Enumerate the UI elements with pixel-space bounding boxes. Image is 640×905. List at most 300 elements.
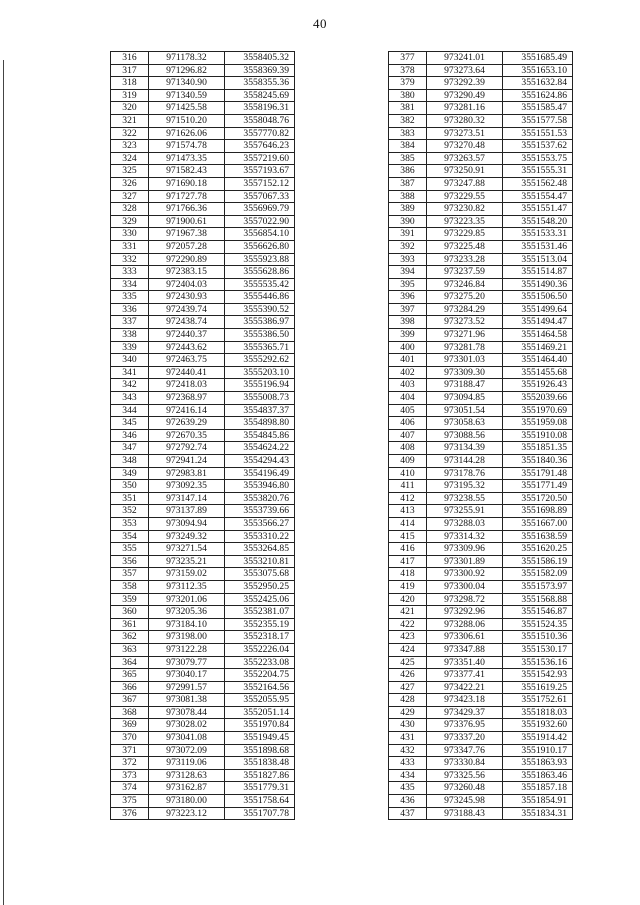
point-number-cell: 342 (111, 379, 149, 392)
table-row (111, 190, 295, 203)
table-row (111, 656, 295, 669)
table-row (111, 429, 295, 442)
point-number-cell: 390 (389, 215, 427, 228)
x-coordinate-cell: 973309.30 (427, 366, 503, 379)
y-coordinate-cell: 3551548.20 (503, 215, 573, 228)
table-row (389, 631, 573, 644)
y-coordinate-cell: 3552355.19 (225, 618, 295, 631)
y-coordinate-cell: 3554837.37 (225, 404, 295, 417)
table-row (111, 442, 295, 455)
y-coordinate-cell: 3551910.08 (503, 429, 573, 442)
point-number-cell: 328 (111, 203, 149, 216)
y-coordinate-cell: 3557193.67 (225, 165, 295, 178)
table-row (389, 77, 573, 90)
x-coordinate-cell: 971510.20 (149, 114, 225, 127)
table-row (389, 52, 573, 65)
table-row (389, 429, 573, 442)
y-coordinate-cell: 3556854.10 (225, 228, 295, 241)
y-coordinate-cell: 3551555.31 (503, 165, 573, 178)
table-row (111, 127, 295, 140)
point-number-cell: 364 (111, 656, 149, 669)
y-coordinate-cell: 3558048.76 (225, 114, 295, 127)
x-coordinate-cell: 971690.18 (149, 177, 225, 190)
table-row (111, 744, 295, 757)
y-coordinate-cell: 3554624.22 (225, 442, 295, 455)
x-coordinate-cell: 972438.74 (149, 316, 225, 329)
point-number-cell: 429 (389, 706, 427, 719)
point-number-cell: 372 (111, 757, 149, 770)
point-number-cell: 381 (389, 102, 427, 115)
table-row (111, 392, 295, 405)
x-coordinate-cell: 972440.41 (149, 366, 225, 379)
x-coordinate-cell: 973314.32 (427, 530, 503, 543)
x-coordinate-cell: 973301.89 (427, 555, 503, 568)
table-row (389, 442, 573, 455)
table-row (389, 757, 573, 770)
point-number-cell: 406 (389, 417, 427, 430)
table-row (389, 379, 573, 392)
table-row (389, 228, 573, 241)
point-number-cell: 409 (389, 455, 427, 468)
y-coordinate-cell: 3551533.31 (503, 228, 573, 241)
table-row (389, 593, 573, 606)
point-number-cell: 356 (111, 555, 149, 568)
table-row (111, 354, 295, 367)
x-coordinate-cell: 972792.74 (149, 442, 225, 455)
point-number-cell: 421 (389, 606, 427, 619)
point-number-cell: 333 (111, 266, 149, 279)
point-number-cell: 393 (389, 253, 427, 266)
x-coordinate-cell: 973230.82 (427, 203, 503, 216)
point-number-cell: 354 (111, 530, 149, 543)
point-number-cell: 432 (389, 744, 427, 757)
table-row (389, 89, 573, 102)
table-row (111, 102, 295, 115)
point-number-cell: 331 (111, 240, 149, 253)
y-coordinate-cell: 3551818.03 (503, 706, 573, 719)
point-number-cell: 431 (389, 732, 427, 745)
point-number-cell: 391 (389, 228, 427, 241)
y-coordinate-cell: 3558369.39 (225, 64, 295, 77)
table-row (111, 341, 295, 354)
point-number-cell: 395 (389, 278, 427, 291)
point-number-cell: 367 (111, 694, 149, 707)
x-coordinate-cell: 972290.89 (149, 253, 225, 266)
table-row (111, 52, 295, 65)
x-coordinate-cell: 973041.08 (149, 732, 225, 745)
y-coordinate-cell: 3555386.97 (225, 316, 295, 329)
point-number-cell: 338 (111, 329, 149, 342)
table-row (111, 530, 295, 543)
x-coordinate-cell: 973298.72 (427, 593, 503, 606)
table-row (111, 681, 295, 694)
table-row (389, 329, 573, 342)
point-number-cell: 396 (389, 291, 427, 304)
y-coordinate-cell: 3551638.59 (503, 530, 573, 543)
y-coordinate-cell: 3551551.53 (503, 127, 573, 140)
point-number-cell: 437 (389, 807, 427, 820)
point-number-cell: 365 (111, 669, 149, 682)
table-row (389, 480, 573, 493)
table-row (111, 278, 295, 291)
table-row (389, 203, 573, 216)
x-coordinate-cell: 973275.20 (427, 291, 503, 304)
table-row (389, 719, 573, 732)
table-row (389, 530, 573, 543)
y-coordinate-cell: 3554196.49 (225, 467, 295, 480)
point-number-cell: 326 (111, 177, 149, 190)
y-coordinate-cell: 3551632.84 (503, 77, 573, 90)
y-coordinate-cell: 3558245.69 (225, 89, 295, 102)
y-coordinate-cell: 3551685.49 (503, 52, 573, 65)
y-coordinate-cell: 3551707.78 (225, 807, 295, 820)
x-coordinate-cell: 973223.35 (427, 215, 503, 228)
point-number-cell: 382 (389, 114, 427, 127)
table-row (111, 291, 295, 304)
y-coordinate-cell: 3551536.16 (503, 656, 573, 669)
point-number-cell: 410 (389, 467, 427, 480)
table-row (111, 77, 295, 90)
x-coordinate-cell: 973423.18 (427, 694, 503, 707)
table-row (111, 89, 295, 102)
point-number-cell: 422 (389, 618, 427, 631)
x-coordinate-cell: 971900.61 (149, 215, 225, 228)
x-coordinate-cell: 973072.09 (149, 744, 225, 757)
point-number-cell: 430 (389, 719, 427, 732)
table-row (111, 366, 295, 379)
x-coordinate-cell: 973195.32 (427, 480, 503, 493)
y-coordinate-cell: 3551499.64 (503, 303, 573, 316)
y-coordinate-cell: 3551959.08 (503, 417, 573, 430)
table-row (389, 366, 573, 379)
y-coordinate-cell: 3552425.06 (225, 593, 295, 606)
table-row (111, 404, 295, 417)
x-coordinate-cell: 973094.85 (427, 392, 503, 405)
point-number-cell: 418 (389, 568, 427, 581)
x-coordinate-cell: 972463.75 (149, 354, 225, 367)
point-number-cell: 353 (111, 517, 149, 530)
x-coordinate-cell: 973249.32 (149, 530, 225, 543)
y-coordinate-cell: 3551834.31 (503, 807, 573, 820)
point-number-cell: 434 (389, 769, 427, 782)
y-coordinate-cell: 3551898.68 (225, 744, 295, 757)
y-coordinate-cell: 3551863.46 (503, 769, 573, 782)
table-row (389, 417, 573, 430)
table-row (111, 114, 295, 127)
table-row (111, 379, 295, 392)
point-number-cell: 400 (389, 341, 427, 354)
y-coordinate-cell: 3551469.21 (503, 341, 573, 354)
table-row (389, 291, 573, 304)
x-coordinate-cell: 973245.98 (427, 795, 503, 808)
y-coordinate-cell: 3551914.42 (503, 732, 573, 745)
table-row (111, 606, 295, 619)
point-number-cell: 397 (389, 303, 427, 316)
x-coordinate-cell: 973376.95 (427, 719, 503, 732)
point-number-cell: 407 (389, 429, 427, 442)
x-coordinate-cell: 973094.94 (149, 517, 225, 530)
point-number-cell: 349 (111, 467, 149, 480)
y-coordinate-cell: 3553310.22 (225, 530, 295, 543)
point-number-cell: 348 (111, 455, 149, 468)
point-number-cell: 358 (111, 580, 149, 593)
table-row (111, 694, 295, 707)
y-coordinate-cell: 3552381.07 (225, 606, 295, 619)
y-coordinate-cell: 3557219.60 (225, 152, 295, 165)
point-number-cell: 340 (111, 354, 149, 367)
table-row (111, 140, 295, 153)
y-coordinate-cell: 3551932.60 (503, 719, 573, 732)
point-number-cell: 373 (111, 769, 149, 782)
point-number-cell: 317 (111, 64, 149, 77)
point-number-cell: 435 (389, 782, 427, 795)
x-coordinate-cell: 973422.21 (427, 681, 503, 694)
x-coordinate-cell: 973377.41 (427, 669, 503, 682)
point-number-cell: 370 (111, 732, 149, 745)
point-number-cell: 362 (111, 631, 149, 644)
x-coordinate-cell: 973281.78 (427, 341, 503, 354)
point-number-cell: 319 (111, 89, 149, 102)
point-number-cell: 413 (389, 505, 427, 518)
x-coordinate-cell: 973347.88 (427, 643, 503, 656)
table-row (111, 228, 295, 241)
x-coordinate-cell: 973223.12 (149, 807, 225, 820)
y-coordinate-cell: 3551910.17 (503, 744, 573, 757)
x-coordinate-cell: 973300.04 (427, 580, 503, 593)
point-number-cell: 394 (389, 266, 427, 279)
table-row (389, 114, 573, 127)
y-coordinate-cell: 3553946.80 (225, 480, 295, 493)
y-coordinate-cell: 3557770.82 (225, 127, 295, 140)
y-coordinate-cell: 3555390.52 (225, 303, 295, 316)
x-coordinate-cell: 973306.61 (427, 631, 503, 644)
x-coordinate-cell: 972991.57 (149, 681, 225, 694)
point-number-cell: 386 (389, 165, 427, 178)
y-coordinate-cell: 3558196.31 (225, 102, 295, 115)
y-coordinate-cell: 3555196.94 (225, 379, 295, 392)
table-row (389, 568, 573, 581)
y-coordinate-cell: 3555292.62 (225, 354, 295, 367)
point-number-cell: 350 (111, 480, 149, 493)
table-row (389, 669, 573, 682)
table-row (111, 706, 295, 719)
point-number-cell: 427 (389, 681, 427, 694)
y-coordinate-cell: 3551791.48 (503, 467, 573, 480)
y-coordinate-cell: 3555203.10 (225, 366, 295, 379)
y-coordinate-cell: 3551857.18 (503, 782, 573, 795)
x-coordinate-cell: 973255.91 (427, 505, 503, 518)
point-number-cell: 419 (389, 580, 427, 593)
table-row (389, 404, 573, 417)
point-number-cell: 324 (111, 152, 149, 165)
table-row (111, 417, 295, 430)
y-coordinate-cell: 3551840.36 (503, 455, 573, 468)
table-row (389, 732, 573, 745)
x-coordinate-cell: 972439.74 (149, 303, 225, 316)
table-row (111, 732, 295, 745)
point-number-cell: 384 (389, 140, 427, 153)
x-coordinate-cell: 973051.54 (427, 404, 503, 417)
x-coordinate-cell: 973284.29 (427, 303, 503, 316)
table-row (111, 795, 295, 808)
point-number-cell: 363 (111, 643, 149, 656)
point-number-cell: 318 (111, 77, 149, 90)
x-coordinate-cell: 971473.35 (149, 152, 225, 165)
x-coordinate-cell: 973247.88 (427, 177, 503, 190)
y-coordinate-cell: 3551970.84 (225, 719, 295, 732)
y-coordinate-cell: 3551585.47 (503, 102, 573, 115)
table-row (111, 669, 295, 682)
table-row (389, 215, 573, 228)
x-coordinate-cell: 973162.87 (149, 782, 225, 795)
y-coordinate-cell: 3553075.68 (225, 568, 295, 581)
point-number-cell: 388 (389, 190, 427, 203)
point-number-cell: 404 (389, 392, 427, 405)
table-row (111, 253, 295, 266)
y-coordinate-cell: 3551531.46 (503, 240, 573, 253)
point-number-cell: 345 (111, 417, 149, 430)
table-row (389, 253, 573, 266)
y-coordinate-cell: 3557022.90 (225, 215, 295, 228)
x-coordinate-cell: 972383.15 (149, 266, 225, 279)
table-row (111, 480, 295, 493)
point-number-cell: 341 (111, 366, 149, 379)
x-coordinate-cell: 971425.58 (149, 102, 225, 115)
x-coordinate-cell: 973250.91 (427, 165, 503, 178)
x-coordinate-cell: 973351.40 (427, 656, 503, 669)
point-number-cell: 325 (111, 165, 149, 178)
x-coordinate-cell: 973241.01 (427, 52, 503, 65)
point-number-cell: 343 (111, 392, 149, 405)
y-coordinate-cell: 3552164.56 (225, 681, 295, 694)
table-row (111, 568, 295, 581)
y-coordinate-cell: 3551827.86 (225, 769, 295, 782)
x-coordinate-cell: 973301.03 (427, 354, 503, 367)
table-row (389, 102, 573, 115)
y-coordinate-cell: 3558355.36 (225, 77, 295, 90)
y-coordinate-cell: 3552039.66 (503, 392, 573, 405)
x-coordinate-cell: 973288.06 (427, 618, 503, 631)
x-coordinate-cell: 973229.85 (427, 228, 503, 241)
point-number-cell: 415 (389, 530, 427, 543)
x-coordinate-cell: 971178.32 (149, 52, 225, 65)
point-number-cell: 351 (111, 492, 149, 505)
point-number-cell: 371 (111, 744, 149, 757)
table-row (389, 278, 573, 291)
point-number-cell: 401 (389, 354, 427, 367)
table-row (389, 782, 573, 795)
x-coordinate-cell: 973119.06 (149, 757, 225, 770)
x-coordinate-cell: 973238.55 (427, 492, 503, 505)
y-coordinate-cell: 3551573.97 (503, 580, 573, 593)
x-coordinate-cell: 973184.10 (149, 618, 225, 631)
y-coordinate-cell: 3551619.25 (503, 681, 573, 694)
point-number-cell: 361 (111, 618, 149, 631)
x-coordinate-cell: 973271.96 (427, 329, 503, 342)
point-number-cell: 423 (389, 631, 427, 644)
point-number-cell: 332 (111, 253, 149, 266)
table-row (389, 266, 573, 279)
point-number-cell: 330 (111, 228, 149, 241)
x-coordinate-cell: 973058.63 (427, 417, 503, 430)
y-coordinate-cell: 3551514.87 (503, 266, 573, 279)
y-coordinate-cell: 3556626.80 (225, 240, 295, 253)
y-coordinate-cell: 3557152.12 (225, 177, 295, 190)
x-coordinate-cell: 973281.16 (427, 102, 503, 115)
y-coordinate-cell: 3554294.43 (225, 455, 295, 468)
point-number-cell: 359 (111, 593, 149, 606)
point-number-cell: 398 (389, 316, 427, 329)
y-coordinate-cell: 3551970.69 (503, 404, 573, 417)
point-number-cell: 428 (389, 694, 427, 707)
table-row (111, 719, 295, 732)
point-number-cell: 352 (111, 505, 149, 518)
x-coordinate-cell: 973229.55 (427, 190, 503, 203)
table-row (111, 505, 295, 518)
x-coordinate-cell: 973288.03 (427, 517, 503, 530)
y-coordinate-cell: 3551949.45 (225, 732, 295, 745)
x-coordinate-cell: 973078.44 (149, 706, 225, 719)
y-coordinate-cell: 3551553.75 (503, 152, 573, 165)
x-coordinate-cell: 973237.59 (427, 266, 503, 279)
point-number-cell: 374 (111, 782, 149, 795)
table-row (111, 266, 295, 279)
x-coordinate-cell: 973188.43 (427, 807, 503, 820)
table-row (111, 580, 295, 593)
x-coordinate-cell: 973180.00 (149, 795, 225, 808)
table-row (389, 744, 573, 757)
y-coordinate-cell: 3551542.93 (503, 669, 573, 682)
point-number-cell: 375 (111, 795, 149, 808)
y-coordinate-cell: 3551537.62 (503, 140, 573, 153)
table-row (389, 127, 573, 140)
x-coordinate-cell: 972443.62 (149, 341, 225, 354)
x-coordinate-cell: 973263.57 (427, 152, 503, 165)
x-coordinate-cell: 971727.78 (149, 190, 225, 203)
y-coordinate-cell: 3551490.36 (503, 278, 573, 291)
y-coordinate-cell: 3553210.81 (225, 555, 295, 568)
point-number-cell: 424 (389, 643, 427, 656)
point-number-cell: 414 (389, 517, 427, 530)
y-coordinate-cell: 3551720.50 (503, 492, 573, 505)
table-row (389, 706, 573, 719)
table-row (111, 316, 295, 329)
point-number-cell: 336 (111, 303, 149, 316)
table-row (389, 681, 573, 694)
y-coordinate-cell: 3551562.48 (503, 177, 573, 190)
x-coordinate-cell: 973188.47 (427, 379, 503, 392)
point-number-cell: 357 (111, 568, 149, 581)
y-coordinate-cell: 3551577.58 (503, 114, 573, 127)
table-row (111, 152, 295, 165)
x-coordinate-cell: 972941.24 (149, 455, 225, 468)
y-coordinate-cell: 3551464.58 (503, 329, 573, 342)
table-row (389, 643, 573, 656)
y-coordinate-cell: 3551851.35 (503, 442, 573, 455)
x-coordinate-cell: 971766.36 (149, 203, 225, 216)
table-row (111, 203, 295, 216)
table-row (111, 492, 295, 505)
x-coordinate-cell: 972639.29 (149, 417, 225, 430)
point-number-cell: 337 (111, 316, 149, 329)
y-coordinate-cell: 3552226.04 (225, 643, 295, 656)
x-coordinate-cell: 972368.97 (149, 392, 225, 405)
x-coordinate-cell: 973292.39 (427, 77, 503, 90)
point-number-cell: 316 (111, 52, 149, 65)
x-coordinate-cell: 973270.48 (427, 140, 503, 153)
y-coordinate-cell: 3551506.50 (503, 291, 573, 304)
x-coordinate-cell: 973079.77 (149, 656, 225, 669)
